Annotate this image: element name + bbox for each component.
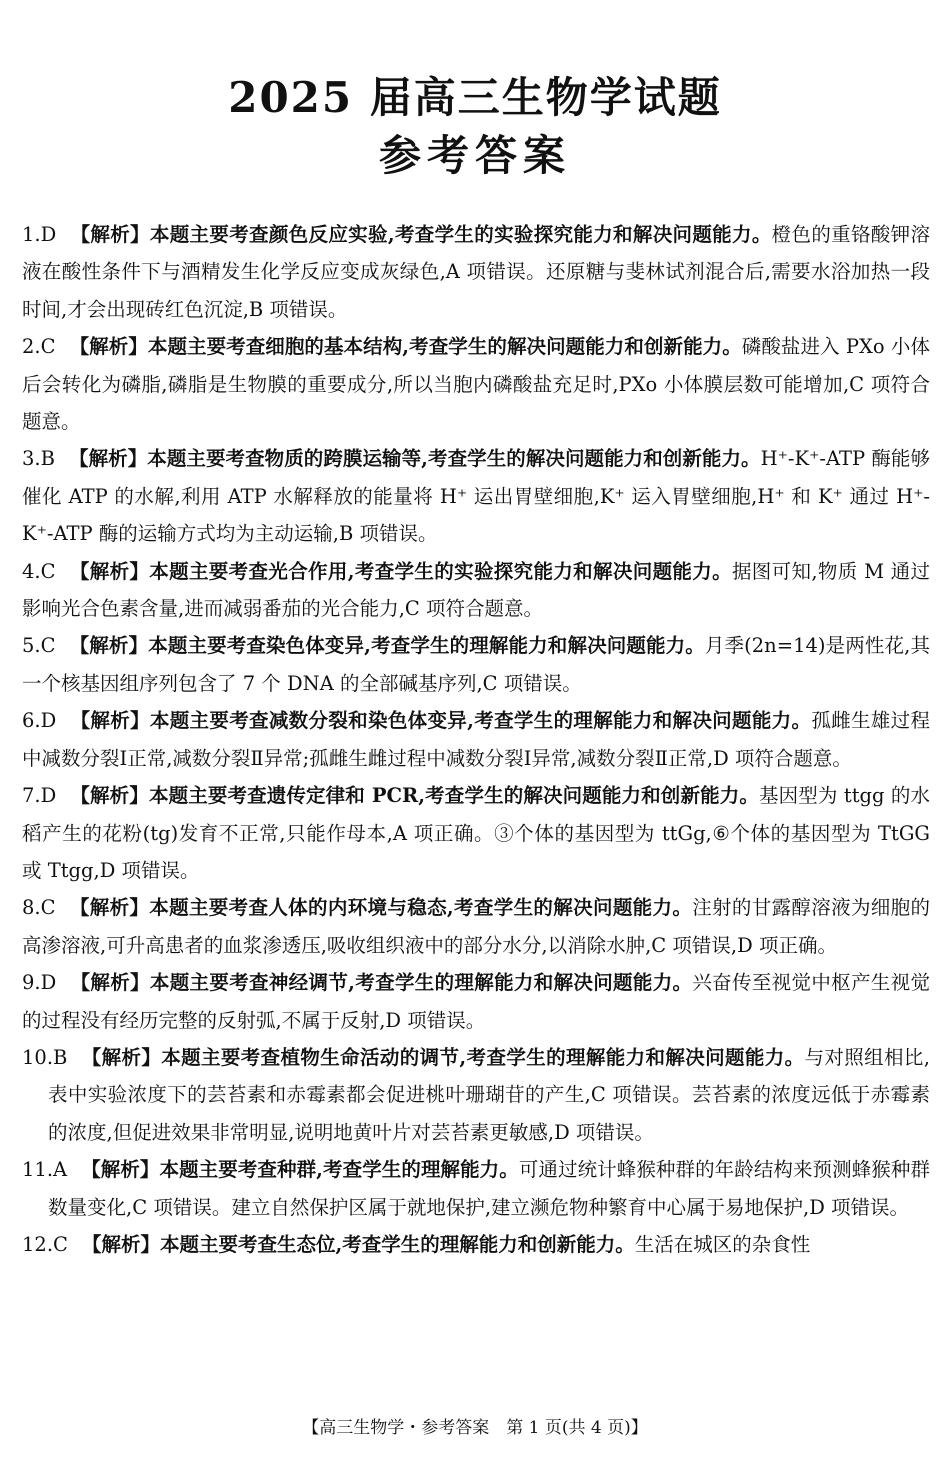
analysis-tag: 【解析】 [69, 896, 150, 920]
answer-letter: A [53, 1158, 68, 1182]
analysis-tag: 【解析】 [69, 335, 148, 359]
answer-item-11 [22, 1151, 930, 1226]
answer-item-5 [22, 627, 930, 702]
question-number: 6. [22, 709, 41, 733]
answer-letter: D [40, 971, 57, 995]
answer-letter: D [40, 223, 57, 246]
analysis-lead: 本题主要考查遗传定律和 PCR,考查学生的解决问题能力和创新能力。 [148, 784, 759, 808]
question-number: 5. [22, 634, 41, 658]
question-number: 3. [22, 447, 41, 471]
analysis-tag: 【解析】 [81, 1232, 160, 1256]
answer-item-12 [22, 1226, 930, 1263]
answer-letter: C [40, 896, 56, 920]
answer-item-10 [22, 1039, 930, 1151]
analysis-tag: 【解析】 [70, 971, 150, 995]
analysis-body: 据图可知,物质 M 通过影响光合色素含量,进而减弱番茄的光合能力,C 项符合题意。 [22, 559, 930, 621]
analysis-tag: 【解析】 [81, 1045, 162, 1069]
question-number: 8. [22, 896, 41, 920]
answer-letter: B [40, 447, 55, 471]
page-title: 2025 届高三生物学试题 [228, 73, 722, 122]
answer-list [22, 216, 930, 1263]
answer-item-9 [22, 964, 930, 1039]
analysis-body: 生活在城区的杂食性 [634, 1232, 811, 1256]
analysis-body: 兴奋传至视觉中枢产生视觉的过程没有经历完整的反射弧,不属于反射,D 项错误。 [22, 971, 930, 1032]
question-number: 1. [22, 223, 41, 246]
analysis-body: 基因型为 ttgg 的水稻产生的花粉(tg)发育不正常,只能作母本,A 项正确。③个体的基因型为 ttGg,⑥个体的基因型为 TtGG 或 Ttgg,D 项错误。 [22, 784, 930, 882]
analysis-tag: 【解析】 [69, 634, 149, 658]
analysis-lead: 本题主要考查减数分裂和染色体变异,考查学生的理解能力和解决问题能力。 [149, 709, 812, 733]
analysis-lead: 本题主要考查人体的内环境与稳态,考查学生的解决问题能力。 [149, 896, 693, 920]
page-footer: 【高三生物学・参考答案 第 1 页(共 4 页)】 [302, 1418, 648, 1438]
analysis-lead: 本题主要考查颜色反应实验,考查学生的实验探究能力和解决问题能力。 [149, 223, 772, 246]
answer-item-3 [22, 440, 930, 552]
answer-item-7 [22, 777, 930, 889]
analysis-lead: 本题主要考查染色体变异,考查学生的理解能力和解决问题能力。 [148, 634, 705, 658]
analysis-lead: 本题主要考查细胞的基本结构,考查学生的解决问题能力和创新能力。 [147, 335, 742, 359]
analysis-lead: 本题主要考查生态位,考查学生的理解能力和创新能力。 [159, 1232, 635, 1256]
question-number: 2. [22, 335, 41, 359]
analysis-body: H⁺-K⁺-ATP 酶能够催化 ATP 的水解,利用 ATP 水解释放的能量将 H⁺ 运出胃壁细胞,K⁺ 运入胃壁细胞,H⁺ 和 K⁺ 通过 H⁺-K⁺-ATP 酶的运输方式均为主动运输,B 项错误。 [22, 447, 930, 546]
analysis-body: 磷酸盐进入 PXo 小体后会转化为磷脂,磷脂是生物膜的重要成分,所以当胞内磷酸盐充足时,PXo 小体膜层数可能增加,C 项符合题意。 [22, 335, 930, 434]
analysis-body: 橙色的重铬酸钾溶液在酸性条件下与酒精发生化学反应变成灰绿色,A 项错误。还原糖与斐林试剂混合后,需要水浴加热一段时间,才会出现砖红色沉淀,B 项错误。 [22, 223, 930, 321]
analysis-tag: 【解析】 [68, 447, 148, 471]
answer-letter: D [40, 709, 57, 733]
answer-item-8 [22, 889, 930, 964]
analysis-tag: 【解析】 [70, 223, 150, 246]
analysis-lead: 本题主要考查光合作用,考查学生的实验探究能力和解决问题能力。 [149, 559, 732, 583]
answer-item-4 [22, 553, 930, 628]
analysis-body: 月季(2n=14)是两性花,其一个核基因组序列包含了 7 个 DNA 的全部碱基序列,C 项错误。 [22, 634, 930, 695]
analysis-tag: 【解析】 [70, 784, 149, 808]
answer-letter: C [53, 1232, 68, 1256]
analysis-body: 与对照组相比,表中实验浓度下的芸苔素和赤霉素都会促进桃叶珊瑚苷的产生,C 项错误。芸苔素的浓度远低于赤霉素的浓度,但促进效果非常明显,说明地黄叶片对芸苔素更敏感,D 项错误。 [48, 1045, 930, 1144]
analysis-lead: 本题主要考查种群,考查学生的理解能力。 [159, 1158, 519, 1182]
question-number: 4. [22, 559, 41, 583]
answer-item-6 [22, 702, 930, 777]
answer-item-2 [22, 328, 930, 440]
analysis-tag: 【解析】 [81, 1158, 160, 1182]
question-number: 12. [22, 1232, 54, 1256]
answer-item-1 [22, 216, 930, 328]
question-number: 7. [22, 784, 41, 808]
analysis-lead: 本题主要考查植物生命活动的调节,考查学生的理解能力和解决问题能力。 [161, 1045, 805, 1069]
analysis-body: 可通过统计蜂猴种群的年龄结构来预测蜂猴种群数量变化,C 项错误。建立自然保护区属于就地保护,建立濒危物种繁育中心属于易地保护,D 项错误。 [48, 1158, 930, 1219]
answer-letter: B [53, 1045, 68, 1069]
analysis-tag: 【解析】 [69, 559, 150, 583]
analysis-body: 孤雌生雄过程中减数分裂Ⅰ正常,减数分裂Ⅱ异常;孤雌生雌过程中减数分裂Ⅰ异常,减数分裂Ⅱ正常,D 项符合题意。 [22, 709, 930, 770]
answer-letter: D [40, 784, 57, 808]
answer-letter: C [40, 559, 56, 583]
analysis-lead: 本题主要考查物质的跨膜运输等,考查学生的解决问题能力和创新能力。 [147, 447, 761, 471]
analysis-tag: 【解析】 [70, 709, 150, 733]
question-number: 11. [22, 1158, 54, 1182]
page-subtitle: 参考答案 [378, 131, 571, 180]
question-number: 9. [22, 971, 41, 995]
question-number: 10. [22, 1045, 54, 1069]
analysis-body: 注射的甘露醇溶液为细胞的高渗溶液,可升高患者的血浆渗透压,吸收组织液中的部分水分,以消除水肿,C 项错误,D 项正确。 [22, 896, 930, 957]
analysis-lead: 本题主要考查神经调节,考查学生的理解能力和解决问题能力。 [149, 971, 693, 995]
answer-letter: C [40, 634, 56, 658]
answer-letter: C [40, 335, 56, 359]
